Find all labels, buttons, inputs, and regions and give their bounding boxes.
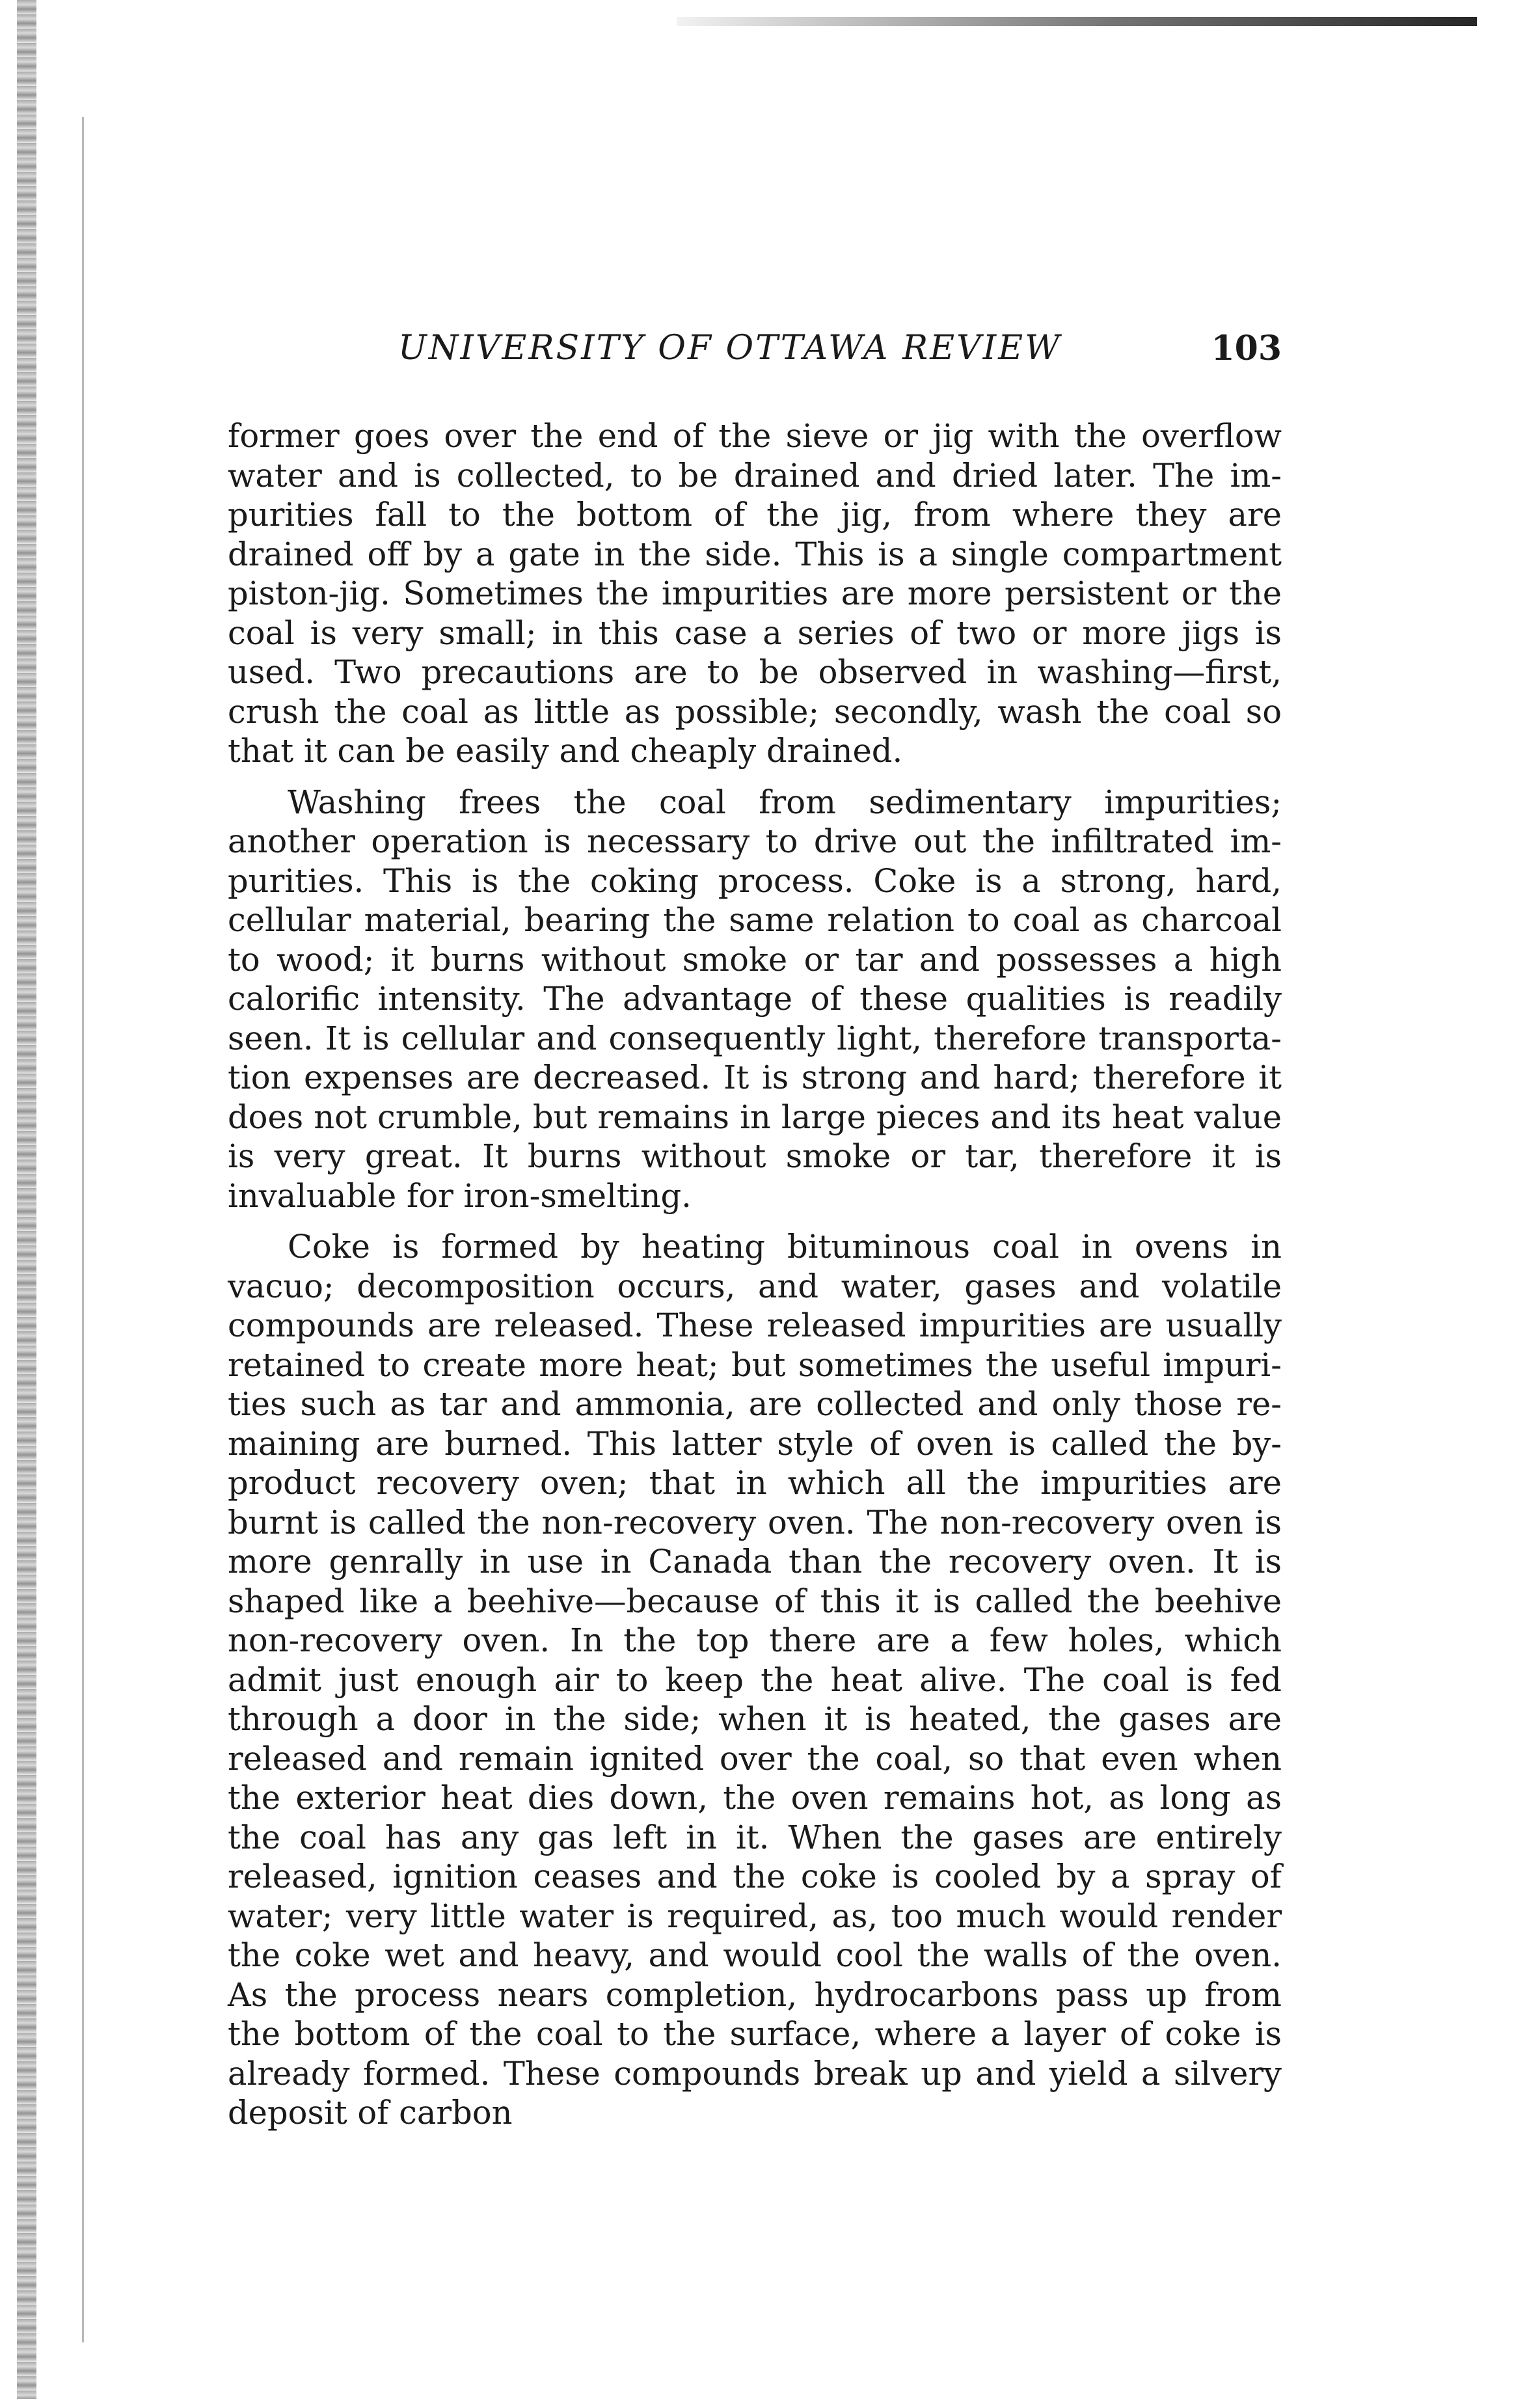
running-head [228,329,1282,387]
page-number: 103 [1211,329,1282,368]
paragraph-coking-process: Washing frees the coal from sedimentary impurities; another operation is necessary to drive out the infiltrated impurities. This is the coking process. Coke is a strong, hard, cellular material, bearing the same relation to coal as charcoal to wood; it burns without smoke or tar and possesses a high calorific intensity. The advantage of these qualities is readily seen. It is cellular and consequently light, therefore transportation expenses are decreased. It is strong and hard; therefore it does not crumble, but remains in large pieces and its heat value is very great. It burns without smoke or tar, therefore it is invaluable for iron-smelting. [228,783,1282,1215]
scan-spine-edge [17,0,36,2399]
paragraph-washing-continued: former goes over the end of the sieve or jig with the overflow water and is collected, to be drained and dried later. The impurities fall to the bottom of the jig, from where they are drained off by a gate in the side. This is a single compartment piston-jig. Sometimes the impurities are more persistent or the coal is very small; in this case a series of two or more jigs is used. Two precautions are to be observed in washing—first, crush the coal as little as possible; secondly, wash the coal so that it can be easily and cheaply drained. [228,417,1282,770]
journal-title: UNIVERSITY OF OTTAWA REVIEW [398,329,1062,368]
scan-spine-line [82,117,84,2342]
paragraph-coke-ovens: Coke is formed by heating bituminous coal in ovens in vacuo; decomposition occurs, and water, gases and volatile compounds are released. These released impurities are usually retained to create more heat; but sometimes the useful impurities such as tar and ammonia, are collected and only those remaining are burned. This latter style of oven is called the by-product recovery oven; that in which all the impurities are burnt is called the non-recovery oven. The non-recovery oven is more genrally in use in Canada than the recovery oven. It is shaped like a beehive—because of this it is called the beehive non-recovery oven. In the top there are a few holes, which admit just enough air to keep the heat alive. The coal is fed through a door in the side; when it is heated, the gases are released and remain ignited over the coal, so that even when the exterior heat dies down, the oven remains hot, as long as the coal has any gas left in it. When the gases are entirely released, ignition ceases and the coke is cooled by a spray of water; very little water is required, as, too much would render the coke wet and heavy, and would cool the walls of the oven. As the process nears completion, hydrocarbons pass up from the bottom of the coal to the surface, where a layer of coke is already formed. These compounds break up and yield a silvery deposit of carbon [228,1228,1282,2132]
scan-top-rule [677,17,1477,26]
article-body [228,416,1282,2145]
